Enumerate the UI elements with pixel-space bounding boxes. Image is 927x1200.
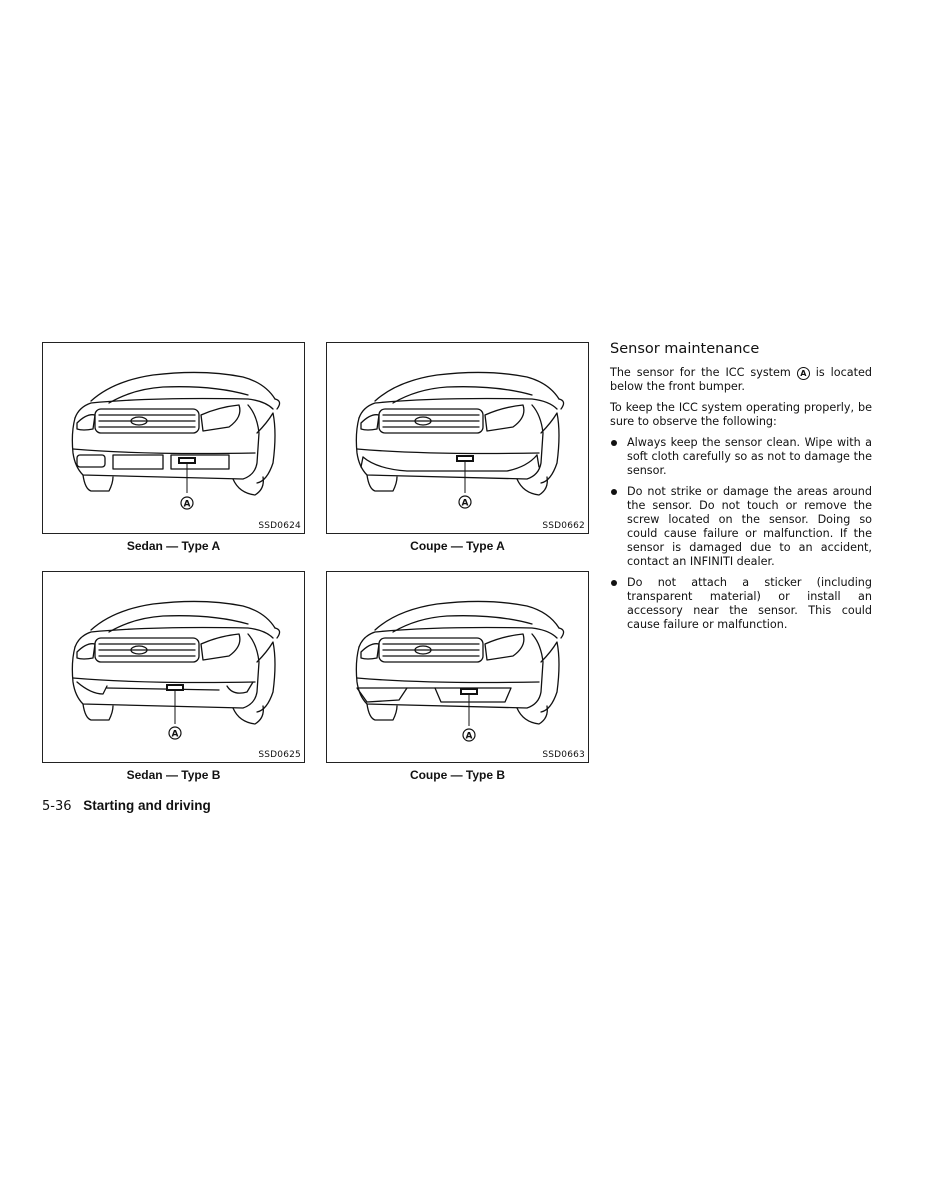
- instruction-paragraph: To keep the ICC system operating properly, be sure to observe the following:: [610, 401, 872, 428]
- bullet-icon: [611, 489, 617, 495]
- callout-marker: A: [183, 499, 191, 510]
- car-illustration: [327, 343, 588, 533]
- page-number: 5-36: [42, 799, 72, 814]
- intro-paragraph: [610, 366, 872, 394]
- figure-code: SSD0662: [542, 521, 585, 531]
- figure-caption: Coupe — Type A: [410, 539, 505, 553]
- list-item-text: Do not attach a sticker (including transparent material) or install an accessory near the sensor. This could cause failure or malfunction.: [627, 576, 872, 631]
- figure-sedan-type-a: [42, 342, 305, 534]
- car-illustration: [43, 343, 304, 533]
- list-item: [610, 485, 872, 569]
- figure-code: SSD0624: [258, 521, 301, 531]
- figure-sedan-type-b: [42, 571, 305, 763]
- intro-text-after: is located below the front bumper.: [610, 366, 872, 393]
- figure-caption: Coupe — Type B: [409, 768, 506, 782]
- figure-caption: Sedan — Type B: [126, 768, 221, 782]
- maintenance-list: [610, 436, 872, 632]
- figure-coupe-type-a: [326, 342, 589, 534]
- list-item-text: Always keep the sensor clean. Wipe with a soft cloth carefully so as not to damage the sensor.: [627, 436, 872, 477]
- car-illustration: [43, 572, 304, 762]
- car-illustration: [327, 572, 588, 762]
- bullet-icon: [611, 580, 617, 586]
- page-footer: [42, 798, 211, 814]
- intro-text-before: The sensor for the ICC system: [610, 366, 791, 379]
- sensor-maintenance-section: [610, 340, 872, 639]
- figure-coupe-type-b: [326, 571, 589, 763]
- figure-caption: Sedan — Type A: [126, 539, 221, 553]
- figure-code: SSD0663: [542, 750, 585, 760]
- list-item: [610, 436, 872, 478]
- figure-code: SSD0625: [258, 750, 301, 760]
- callout-marker-inline: A: [797, 367, 810, 380]
- section-title: Sensor maintenance: [610, 341, 760, 357]
- callout-marker: A: [461, 498, 469, 509]
- bullet-icon: [611, 440, 617, 446]
- callout-marker: A: [171, 729, 179, 740]
- list-item: [610, 576, 872, 632]
- list-item-text: Do not strike or damage the areas around the sensor. Do not touch or remove the screw located on the sensor. Doing so could cause failure or malfunction. If the sensor is damaged due to an accident, contact an INFINITI dealer.: [627, 485, 872, 568]
- callout-marker: A: [465, 731, 473, 742]
- footer-section-name: Starting and driving: [83, 798, 211, 813]
